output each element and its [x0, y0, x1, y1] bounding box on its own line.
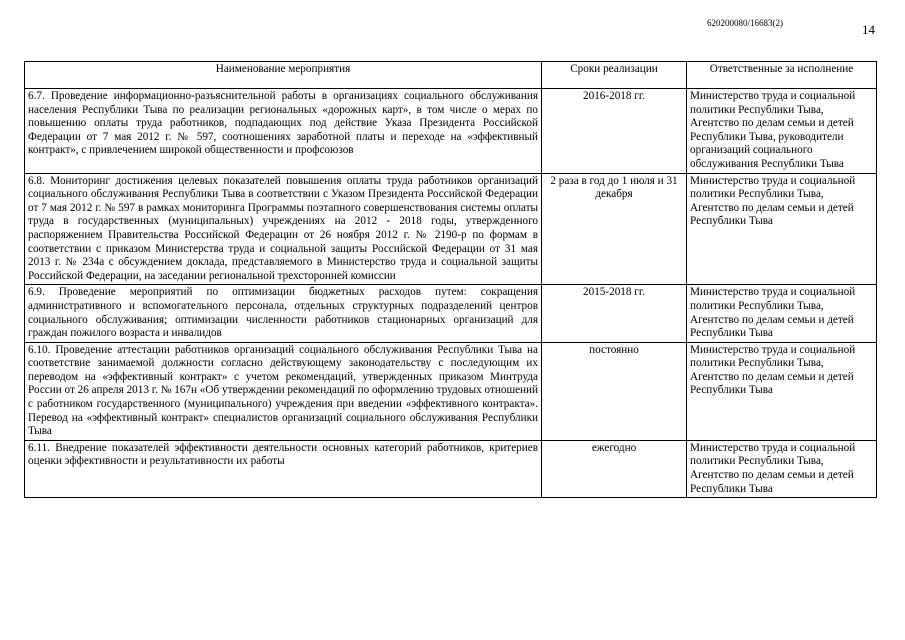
- measure-term: ежегодно: [542, 440, 687, 497]
- table-row: [25, 342, 877, 440]
- table-header-row: [25, 62, 877, 89]
- measure-responsible: Министерство труда и социальной политики Республики Тыва, Агентство по делам семьи и детей Республики Тыва, руководители организаций социального обслуживания Республики Тыва: [687, 89, 877, 174]
- measure-name: 6.8. Мониторинг достижения целевых показателей повышения оплаты труда работников организаций социального обслуживания Республики Тыва в соответствии с Указом Президента Российской Федерации от 7 мая 2012 г. № 597 в рамках мониторинга Программы поэтапного совершенствования системы оплаты труда в государственных (муниципальных) учреждениях на 2012 - 2018 годы, утвержденного распоряжением Правительства Российской Федерации от 26 ноября 2012 г. № 2190-р по формам в соответствии с приказом Министерства труда и социальной защиты Российской Федерации от 31 мая 2013 г. № 234а с обсуждением доклада, представляемого в Министерство труда и социальной защиты Российской Федерации, на заседании региональной трехсторонней комиссии: [25, 173, 542, 285]
- measure-term: постоянно: [542, 342, 687, 440]
- measure-responsible: Министерство труда и социальной политики Республики Тыва, Агентство по делам семьи и детей Республики Тыва: [687, 285, 877, 342]
- page-number: 14: [862, 22, 875, 37]
- header-term: Сроки реализации: [542, 62, 687, 89]
- table-row: [25, 89, 877, 174]
- measure-term: 2 раза в год до 1 июля и 31 декабря: [542, 173, 687, 285]
- measure-term: 2016-2018 гг.: [542, 89, 687, 174]
- header-name: Наименование мероприятия: [25, 62, 542, 89]
- measure-responsible: Министерство труда и социальной политики Республики Тыва, Агентство по делам семьи и детей Республики Тыва: [687, 173, 877, 285]
- measure-name: 6.10. Проведение аттестации работников организаций социального обслуживания Республики Тыва на соответствие занимаемой должности согласно действующему законодательству с последующим их переводом на «эффективный контракт» с учетом рекомендаций, утвержденных приказом Минтруда России от 26 апреля 2013 г. № 167н «Об утверждении рекомендаций по оформлению трудовых отношений с работником государственного (муниципального) учреждения при введении «эффективного контракта». Перевод на «эффективный контракт» специалистов организаций социального обслуживания Республики Тыва: [25, 342, 542, 440]
- measure-responsible: Министерство труда и социальной политики Республики Тыва, Агентство по делам семьи и детей Республики Тыва: [687, 440, 877, 497]
- header-responsible: Ответственные за исполнение: [687, 62, 877, 89]
- table-row: [25, 173, 877, 285]
- table-row: [25, 285, 877, 342]
- measure-term: 2015-2018 гг.: [542, 285, 687, 342]
- document-id: 620200080/16683(2): [707, 18, 783, 28]
- measure-name: 6.11. Внедрение показателей эффективности деятельности основных категорий работников, критериев оценки эффективности и результативности их работы: [25, 440, 542, 497]
- measure-responsible: Министерство труда и социальной политики Республики Тыва, Агентство по делам семьи и детей Республики Тыва: [687, 342, 877, 440]
- table-row: [25, 440, 877, 497]
- measure-name: 6.7. Проведение информационно-разъяснительной работы в организациях социального обслуживания населения Республики Тыва по реализации региональных «дорожных карт», в том числе о мерах по повышению оплаты труда работников, подпадающих под действие Указа Президента Российской Федерации от 7 мая 2012 г. № 597, соотношениях заработной платы и переходе на «эффективный контракт», с привлечением широкой общественности и профсоюзов: [25, 89, 542, 174]
- measures-table: [24, 61, 877, 498]
- measure-name: 6.9. Проведение мероприятий по оптимизации бюджетных расходов путем: сокращения административного и вспомогательного персонала, отдельных структурных подразделений центров социального обслуживания; оптимизации численности работников стационарных организаций для граждан пожилого возраста и инвалидов: [25, 285, 542, 342]
